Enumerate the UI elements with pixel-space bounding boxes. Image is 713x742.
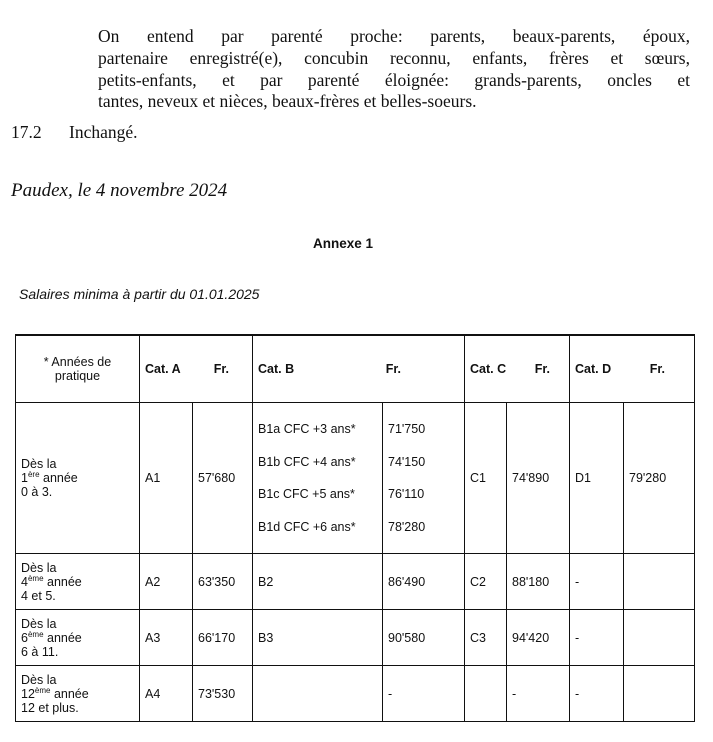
years-num: 4 [21, 574, 28, 589]
cat-d-amount [624, 666, 695, 722]
table-row [16, 554, 695, 610]
years-word: année [43, 574, 82, 589]
cat-c-code: C3 [465, 610, 507, 666]
cat-a-amount: 66'170 [193, 610, 253, 666]
years-line1: Dès la [21, 616, 57, 631]
cat-b-code: B2 [253, 554, 383, 610]
cat-b-codes [253, 403, 383, 554]
years-line2 [21, 471, 134, 485]
cat-a-code: A4 [140, 666, 193, 722]
cat-b-stack [258, 413, 377, 543]
article-number: 17.2 [11, 122, 42, 142]
header-cat-d-label: Cat. D [575, 362, 612, 376]
cat-b-code [253, 666, 383, 722]
place-date: Paudex, le 4 novembre 2024 [11, 180, 228, 201]
header-cat-c-fr: Fr. [534, 362, 550, 376]
years-line1: Dès la [21, 457, 57, 471]
header-cat-b-group [258, 362, 459, 376]
years-num: 12 [21, 686, 35, 701]
years-line2 [21, 687, 134, 701]
years-range: 12 et plus. [21, 700, 79, 715]
header-cat-a-fr: Fr. [213, 362, 229, 376]
cat-c-amount: 94'420 [507, 610, 570, 666]
years-line1: Dès la [21, 672, 57, 687]
table-row [16, 666, 695, 722]
years-sup: ème [27, 573, 44, 583]
cat-a-code: A2 [140, 554, 193, 610]
years-word: année [43, 630, 82, 645]
cat-c-code: C1 [465, 403, 507, 554]
cat-c-code: C2 [465, 554, 507, 610]
header-cat-d [570, 335, 695, 403]
cat-c-code [465, 666, 507, 722]
years-cell [16, 666, 140, 722]
cat-b-code: B1c CFC +5 ans* [258, 487, 355, 501]
cat-a-code: A1 [140, 403, 193, 554]
table-header-row [16, 335, 695, 403]
years-line2 [21, 631, 134, 645]
years-sup: ème [27, 629, 44, 639]
header-years-label: * Années de pratique [43, 355, 112, 383]
years-range: 0 à 3. [21, 485, 53, 499]
table-row [16, 403, 695, 554]
paragraph-line: On entend par parenté proche: parents, beaux-parents, époux, [98, 26, 690, 46]
years-line2 [21, 575, 134, 589]
years-text [21, 617, 134, 659]
cat-b-amount: - [383, 666, 465, 722]
paragraph-line: petits-enfants, et par parenté éloignée: grands-parents, oncles et [98, 69, 690, 90]
years-sup: ère [27, 470, 40, 479]
table-title: Salaires minima à partir du 01.01.2025 [19, 286, 260, 302]
header-cat-c [465, 335, 570, 403]
cat-b-amount: 78'280 [388, 519, 426, 534]
years-num: 6 [21, 630, 28, 645]
cat-a-code: A3 [140, 610, 193, 666]
cat-b-code: B3 [253, 610, 383, 666]
cat-b-amount-stack [388, 413, 459, 543]
years-word: année [50, 686, 89, 701]
header-cat-a-label: Cat. A [145, 362, 181, 376]
header-cat-c-group [470, 362, 564, 376]
cat-b-code: B1d CFC +6 ans* [258, 519, 356, 534]
cat-b-amount: 90'580 [383, 610, 465, 666]
cat-c-amount: 88'180 [507, 554, 570, 610]
kinship-paragraph [98, 26, 690, 113]
cat-b-amount: 71'750 [388, 422, 426, 436]
table-row [16, 610, 695, 666]
cat-b-amount: 76'110 [388, 487, 425, 501]
years-word: année [39, 471, 78, 485]
cat-d-amount [624, 610, 695, 666]
cat-d-amount [624, 554, 695, 610]
years-text [21, 457, 134, 499]
cat-b-amount: 74'150 [388, 454, 426, 469]
cat-d-amount: 79'280 [624, 403, 695, 554]
cat-d-code: D1 [570, 403, 624, 554]
years-num: 1 [21, 471, 28, 485]
header-cat-c-label: Cat. C [470, 362, 507, 376]
years-text [21, 673, 134, 715]
header-cat-d-fr: Fr. [649, 362, 665, 376]
header-cat-b-label: Cat. B [258, 362, 295, 376]
years-cell [16, 610, 140, 666]
years-range: 4 et 5. [21, 588, 56, 603]
years-cell [16, 554, 140, 610]
cat-c-amount: - [507, 666, 570, 722]
paragraph-line: tantes, neveux et nièces, beaux-frères et belles-soeurs. [98, 91, 477, 112]
header-cat-d-group [575, 362, 689, 376]
cat-d-code: - [570, 666, 624, 722]
cat-b-code: B1a CFC +3 ans* [258, 422, 356, 436]
cat-a-amount: 73'530 [193, 666, 253, 722]
header-cat-b [253, 335, 465, 403]
years-range: 6 à 11. [21, 644, 59, 659]
cat-d-code: - [570, 554, 624, 610]
header-years [16, 335, 140, 403]
header-cat-b-fr: Fr. [385, 362, 401, 376]
cat-a-amount: 57'680 [193, 403, 253, 554]
annex-title: Annexe 1 [312, 236, 374, 251]
header-cat-a-group [145, 362, 247, 376]
cat-c-amount: 74'890 [507, 403, 570, 554]
salary-table [15, 334, 695, 722]
paragraph-line: partenaire enregistré(e), concubin reconnu, enfants, frères et sœurs, [98, 47, 690, 68]
years-cell [16, 403, 140, 554]
cat-b-amounts [383, 403, 465, 554]
article-17-2 [11, 122, 138, 143]
cat-d-code: - [570, 610, 624, 666]
years-line1: Dès la [21, 560, 57, 575]
cat-b-code: B1b CFC +4 ans* [258, 454, 356, 469]
cat-b-amount: 86'490 [383, 554, 465, 610]
years-sup: ème [34, 685, 51, 695]
cat-a-amount: 63'350 [193, 554, 253, 610]
header-cat-a [140, 335, 253, 403]
article-text: Inchangé. [69, 122, 138, 142]
years-text [21, 561, 134, 603]
